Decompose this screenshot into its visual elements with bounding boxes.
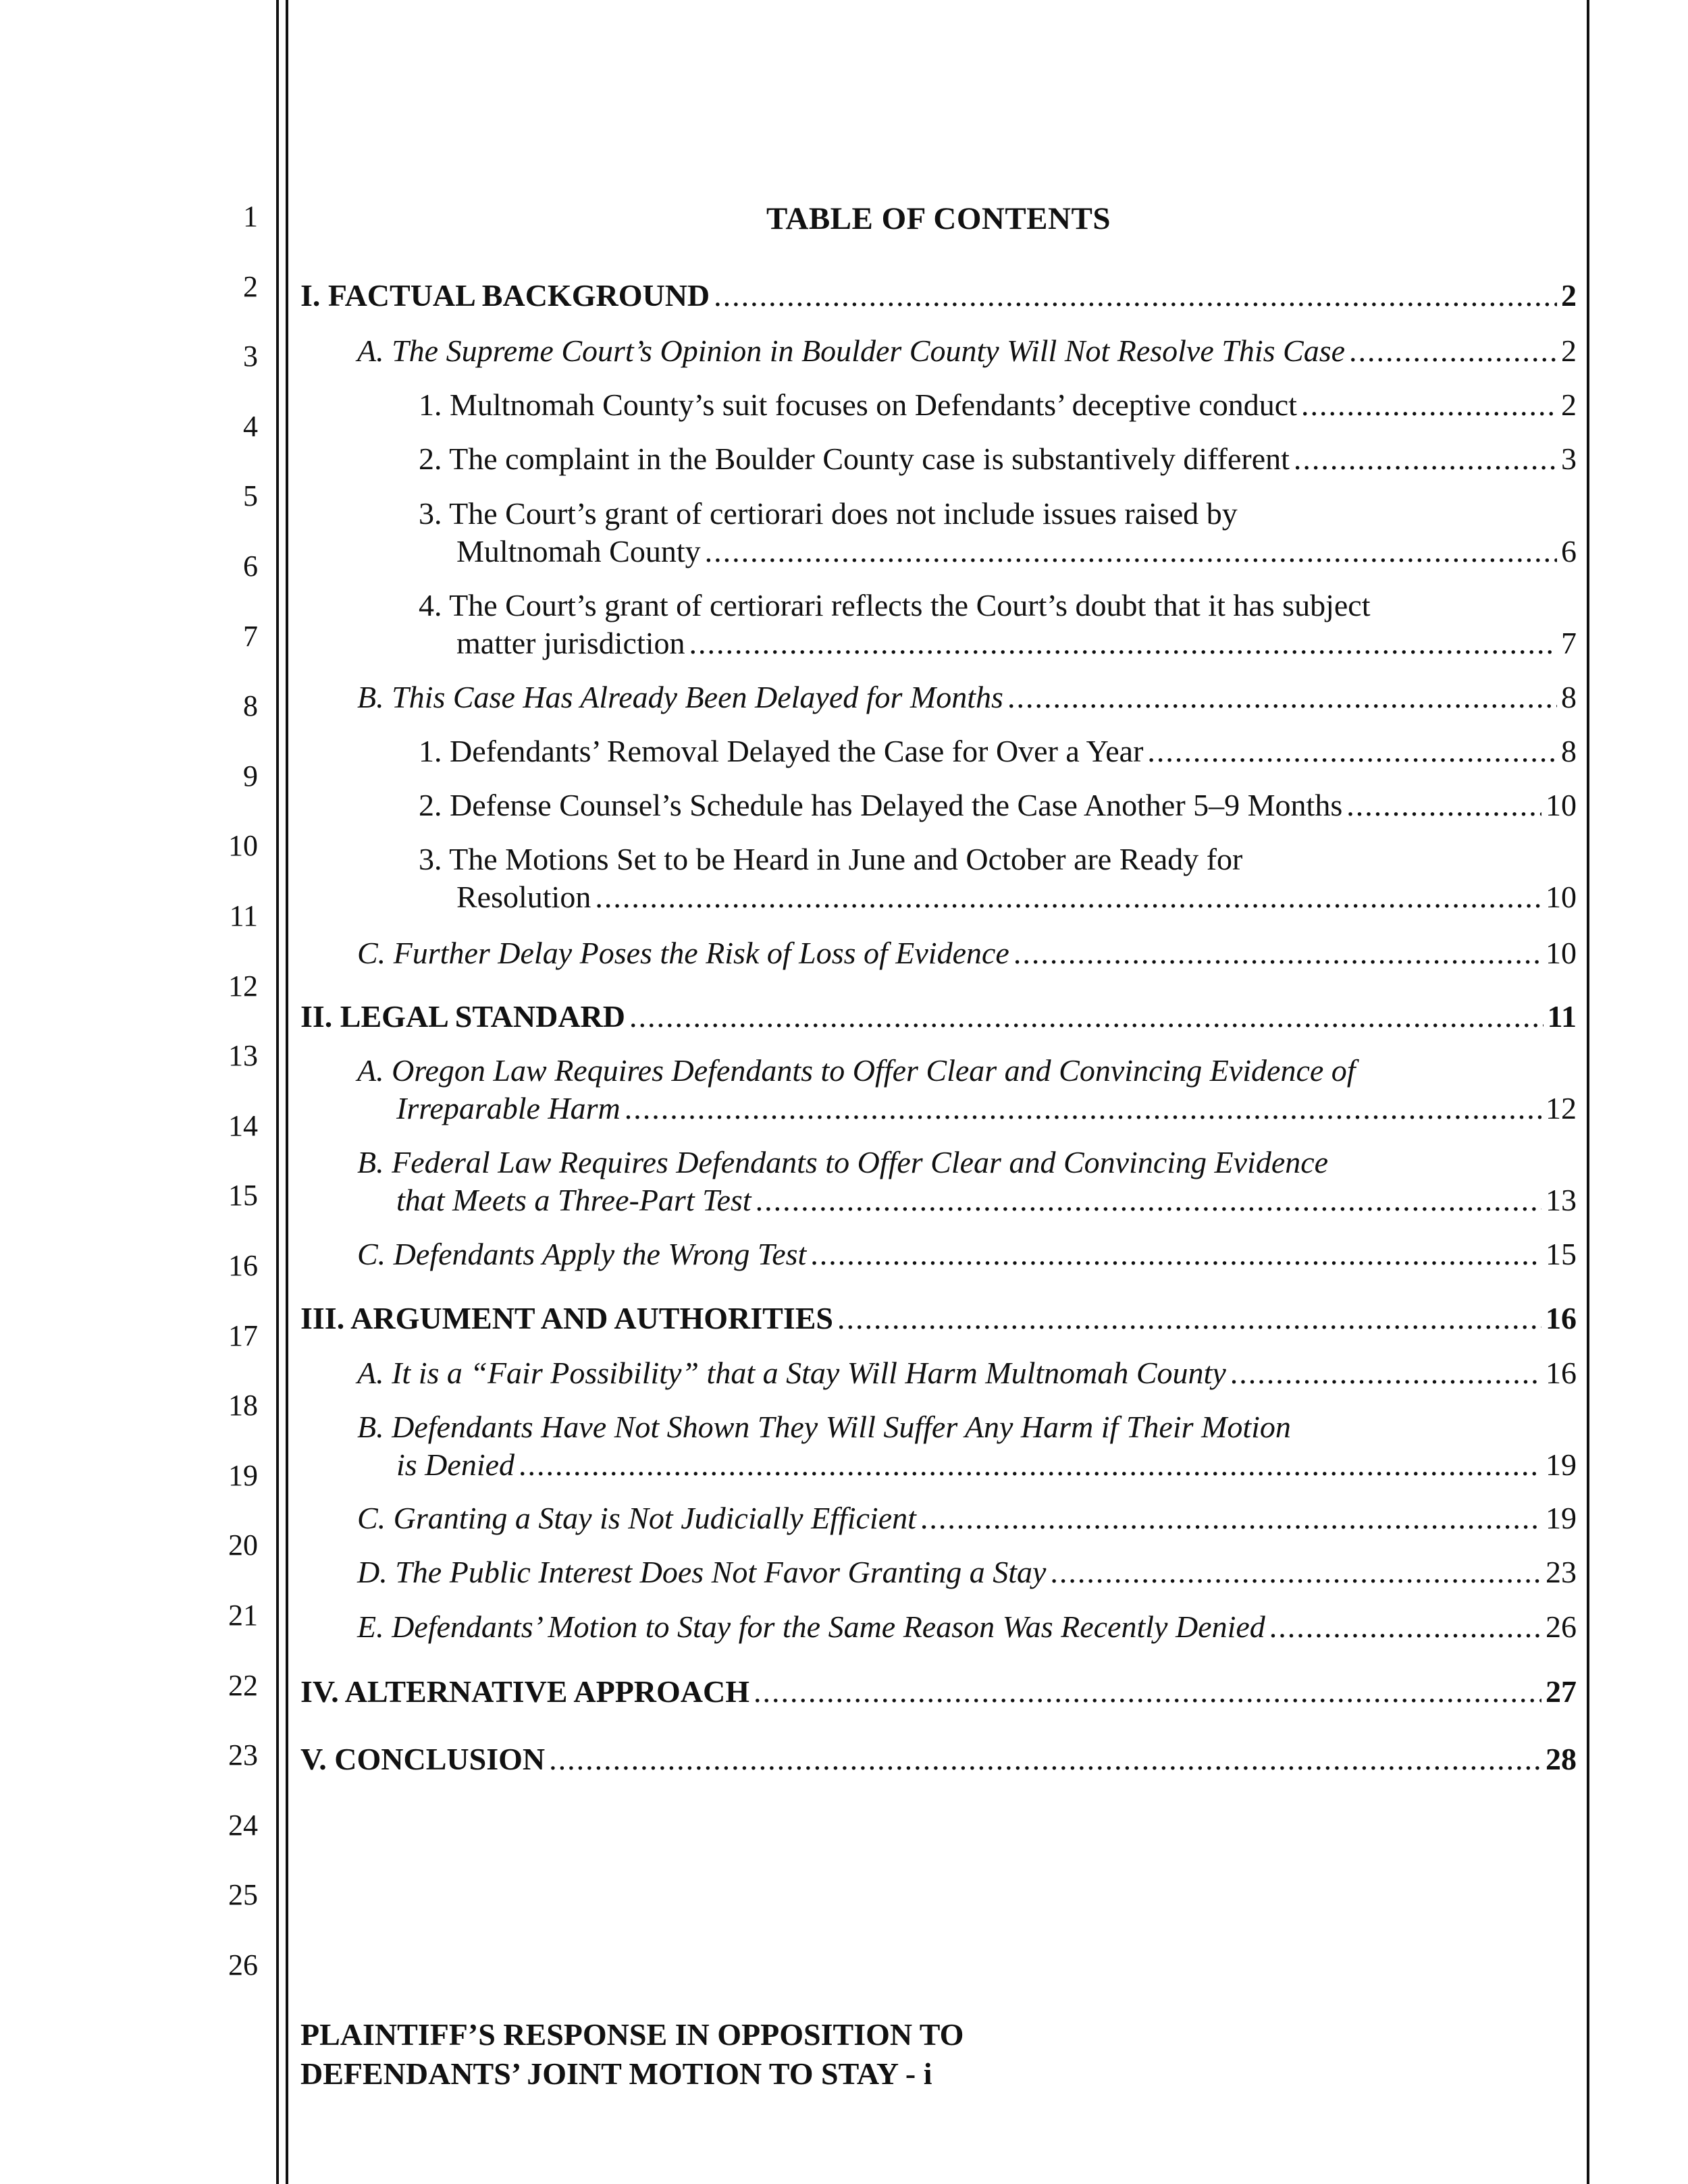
toc-entry[interactable] [300,1740,1577,1778]
dot-leader [1269,1608,1541,1646]
line-number: 8 [243,689,258,722]
toc-entry-title: B. Federal Law Requires Defendants to Offer Clear and Convincing Evidence [357,1145,1329,1179]
footer-caption-line-2: DEFENDANTS’ JOINT MOTION TO STAY - i [300,2056,932,2091]
document-footer [300,2015,964,2094]
toc-page-number: 8 [1561,734,1577,768]
toc-entry[interactable] [300,1300,1577,1337]
line-number: 9 [243,760,258,793]
line-number: 18 [228,1389,258,1422]
toc-page-number: 8 [1561,680,1577,714]
toc-page-number: 2 [1561,278,1577,313]
toc-page-number: 7 [1561,626,1577,660]
toc-entry[interactable] [300,1608,1577,1646]
dot-leader [549,1740,1541,1778]
dot-leader [689,624,1557,662]
toc-page-number: 28 [1546,1742,1577,1776]
toc-entry-title: IV. ALTERNATIVE APPROACH [300,1674,750,1709]
dot-leader [810,1235,1541,1273]
line-number: 24 [228,1809,258,1842]
line-number: 1 [243,200,258,233]
toc-entry-title: II. LEGAL STANDARD [300,999,625,1034]
toc-entry-title: that Meets a Three-Part Test [396,1183,751,1217]
toc-entry-title: Resolution [456,880,591,914]
toc-page-number: 2 [1561,388,1577,422]
dot-leader [519,1446,1541,1484]
toc-entry-title: 2. The complaint in the Boulder County case is substantively different [419,442,1290,476]
dot-leader [714,277,1557,315]
toc-entry[interactable] [300,495,1577,570]
line-number: 15 [228,1179,258,1212]
dot-leader [754,1673,1541,1711]
line-number: 11 [229,899,258,932]
toc-entry[interactable] [300,1354,1577,1392]
toc-entry[interactable] [300,998,1577,1036]
dot-leader [1346,787,1541,824]
toc-entry-title: is Denied [396,1447,515,1482]
dot-leader [920,1499,1541,1537]
dot-leader [625,1090,1541,1127]
toc-entry-title: Multnomah County [456,534,701,568]
toc-entry[interactable] [300,386,1577,424]
dot-leader [1294,440,1557,478]
line-number: 17 [228,1319,258,1352]
line-number: 13 [228,1039,258,1072]
left-margin-rule-inner [286,0,288,2184]
toc-entry[interactable] [300,1144,1577,1219]
dot-leader [705,533,1557,570]
toc-page-number: 16 [1546,1356,1577,1390]
toc-entry[interactable] [300,440,1577,478]
toc-page-number: 10 [1546,880,1577,914]
toc-entry[interactable] [300,587,1577,662]
toc-entry-title: Irreparable Harm [396,1091,621,1125]
line-number: 12 [228,969,258,1003]
page-title: TABLE OF CONTENTS [766,201,1111,236]
toc-entry[interactable] [300,1235,1577,1273]
line-number: 19 [228,1459,258,1492]
toc-entry-title: III. ARGUMENT AND AUTHORITIES [300,1301,834,1335]
right-margin-rule [1587,0,1589,2184]
toc-page-number: 11 [1547,999,1577,1034]
toc-entry[interactable] [300,733,1577,770]
line-number: 20 [228,1528,258,1562]
toc-entry-title: C. Further Delay Poses the Risk of Loss of Evidence [357,936,1009,970]
toc-page-number: 23 [1546,1555,1577,1589]
toc-entry[interactable] [300,678,1577,716]
toc-entry-title: B. This Case Has Already Been Delayed for Months [357,680,1003,714]
footer-caption-line-1: PLAINTIFF’S RESPONSE IN OPPOSITION TO [300,2017,964,2052]
toc-page-number: 26 [1546,1609,1577,1644]
toc-entry-title: 1. Multnomah County’s suit focuses on Defendants’ deceptive conduct [419,388,1297,422]
toc-entry[interactable] [300,934,1577,972]
toc-entry[interactable] [300,1673,1577,1711]
toc-page-number: 12 [1546,1091,1577,1125]
dot-leader [1230,1354,1541,1392]
dot-leader [837,1300,1541,1337]
line-number: 14 [228,1109,258,1142]
toc-page-number: 16 [1546,1301,1577,1335]
toc-entry-title: A. It is a “Fair Possibility” that a Stay Will Harm Multnomah County [357,1356,1226,1390]
toc-entry[interactable] [300,1553,1577,1591]
dot-leader [1007,678,1557,716]
toc-entry[interactable] [300,841,1577,916]
toc-entry-title: V. CONCLUSION [300,1742,546,1776]
dot-leader [1050,1553,1541,1591]
dot-leader [595,878,1541,916]
toc-entry-title: C. Defendants Apply the Wrong Test [357,1237,807,1271]
dot-leader [756,1181,1541,1219]
left-margin-rule-outer [276,0,279,2184]
line-number: 4 [243,410,258,443]
toc-entry-title: 3. The Court’s grant of certiorari does not include issues raised by [419,496,1238,531]
toc-page-number: 19 [1546,1447,1577,1482]
toc-entry[interactable] [300,1499,1577,1537]
toc-entry-title: C. Granting a Stay is Not Judicially Efficient [357,1501,916,1535]
toc-entry[interactable] [300,787,1577,824]
toc-page-number: 10 [1546,936,1577,970]
toc-page-number: 19 [1546,1501,1577,1535]
toc-entry-title: I. FACTUAL BACKGROUND [300,278,710,313]
line-number: 10 [228,829,258,862]
toc-page-number: 6 [1561,534,1577,568]
toc-entry-title: matter jurisdiction [456,626,685,660]
toc-page-number: 10 [1546,788,1577,822]
dot-leader [1013,934,1541,972]
toc-entry-title: E. Defendants’ Motion to Stay for the Same Reason Was Recently Denied [357,1609,1265,1644]
toc-entry[interactable] [300,332,1577,370]
toc-entry-title: 3. The Motions Set to be Heard in June and October are Ready for [419,842,1243,876]
line-number: 23 [228,1738,258,1772]
line-number: 22 [228,1669,258,1702]
toc-entry-title: 1. Defendants’ Removal Delayed the Case for Over a Year [419,734,1144,768]
line-number: 26 [228,1948,258,1981]
dot-leader [1301,386,1557,424]
line-number: 2 [243,270,258,303]
toc-entry-title: A. Oregon Law Requires Defendants to Offer Clear and Convincing Evidence of [357,1053,1356,1088]
toc-page-number: 3 [1561,442,1577,476]
line-number: 3 [243,340,258,373]
line-number: 21 [228,1599,258,1632]
toc-entry[interactable] [300,277,1577,315]
toc-entry-title: B. Defendants Have Not Shown They Will Suffer Any Harm if Their Motion [357,1410,1291,1444]
line-number: 7 [243,620,258,653]
dot-leader [629,998,1544,1036]
toc-page-number: 13 [1546,1183,1577,1217]
line-number: 6 [243,550,258,583]
toc-entry[interactable] [300,1408,1577,1484]
toc-entry-title: D. The Public Interest Does Not Favor Granting a Stay [357,1555,1047,1589]
toc-page-number: 2 [1561,334,1577,368]
line-number: 25 [228,1878,258,1911]
toc-entry-title: 4. The Court’s grant of certiorari reflects the Court’s doubt that it has subject [419,588,1371,622]
dot-leader [1349,332,1557,370]
toc-entry-title: 2. Defense Counsel’s Schedule has Delayed the Case Another 5–9 Months [419,788,1343,822]
toc-entry-title: A. The Supreme Court’s Opinion in Boulder County Will Not Resolve This Case [357,334,1346,368]
toc-page-number: 27 [1546,1674,1577,1709]
line-number: 16 [228,1249,258,1282]
dot-leader [1147,733,1557,770]
toc-page-number: 15 [1546,1237,1577,1271]
line-number: 5 [243,479,258,512]
toc-entry[interactable] [300,1052,1577,1127]
